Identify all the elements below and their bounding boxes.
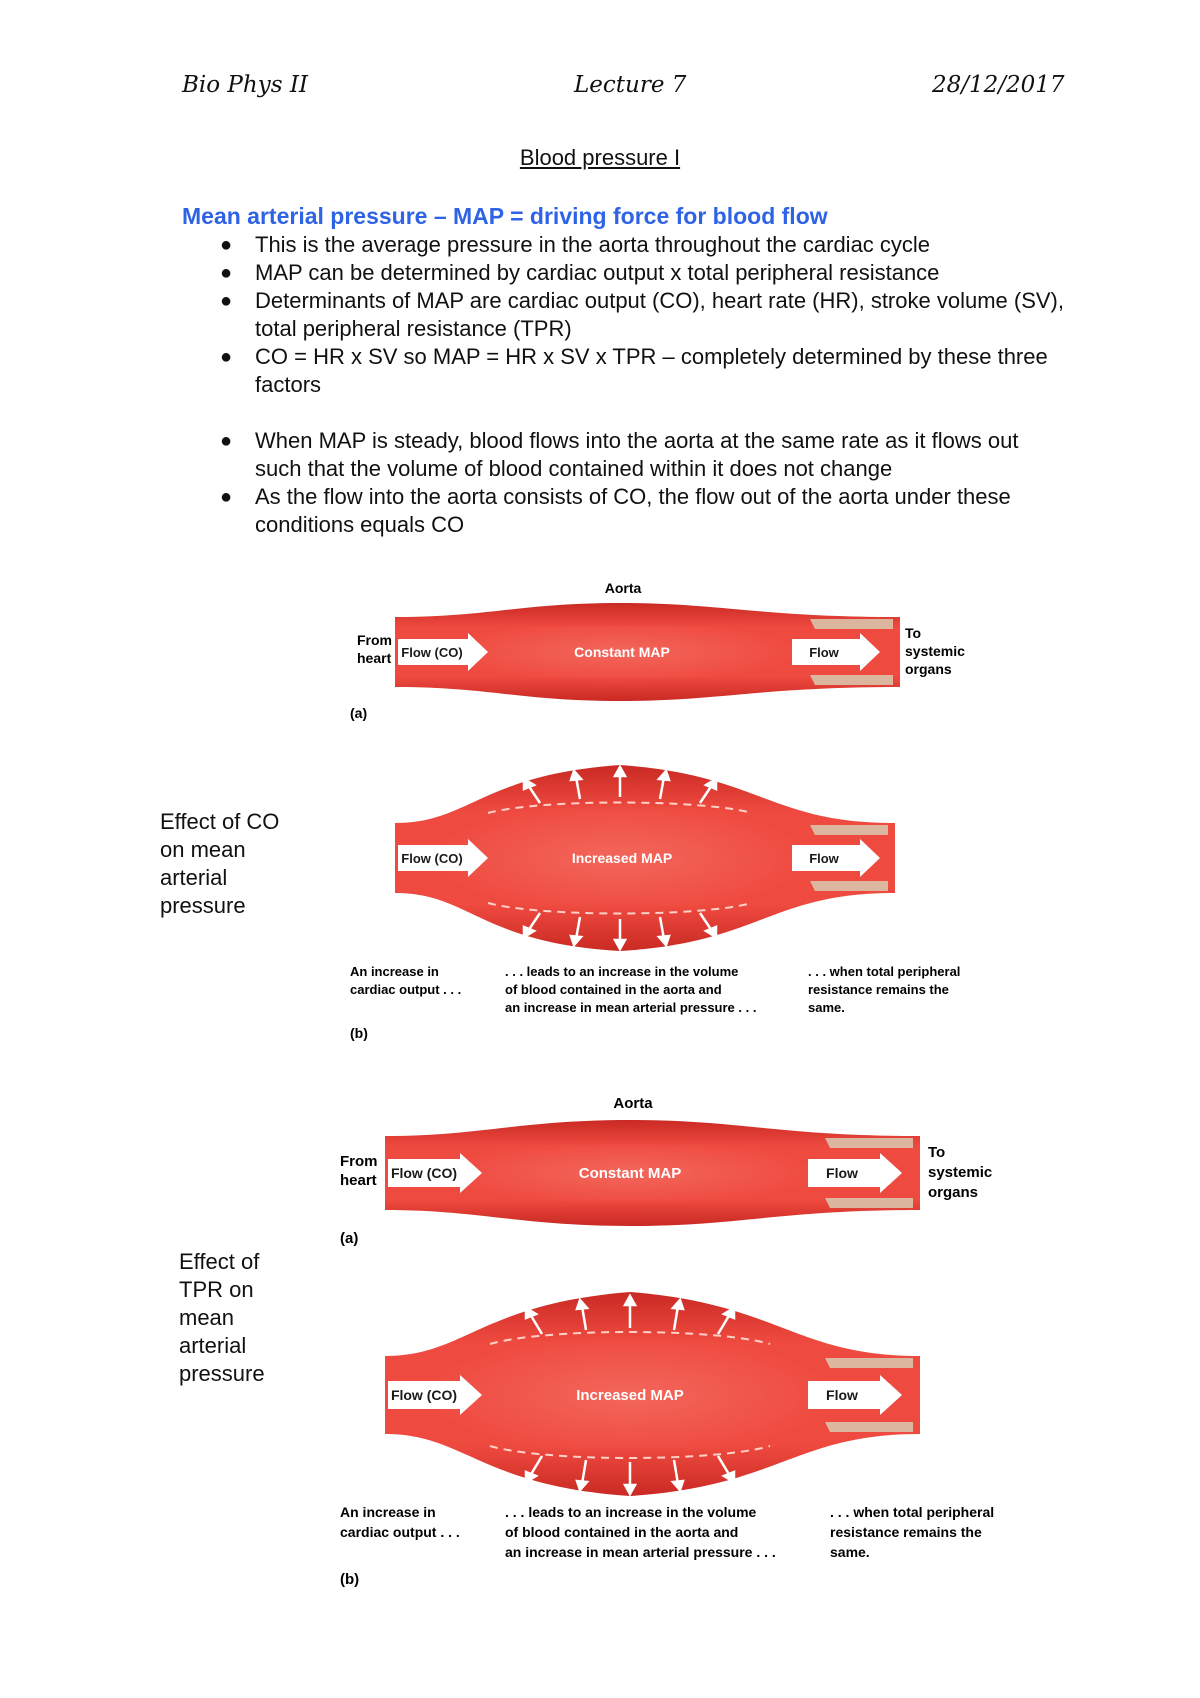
flow-out-label: Flow (809, 645, 839, 660)
caption-1-line-2: cardiac output . . . (350, 982, 462, 997)
svg-text:Constant MAP: Constant MAP (578, 1165, 682, 1182)
svg-text:. . . when total peripheral: . . . when total peripheral (830, 1504, 995, 1520)
figure-constant-map-2 (330, 1090, 1010, 1250)
caption-3-line-3: same. (808, 1000, 845, 1015)
bullet-list-2 (218, 427, 1068, 539)
list-item: ● Determinants of MAP are cardiac output (CO), heart rate (HR), stroke volume (SV), total peripheral resistance (TPR) (220, 288, 1064, 341)
panel-label: (b) (350, 1025, 368, 1041)
course-name: Bio Phys II (182, 72, 308, 98)
svg-text:From: From (340, 1153, 378, 1170)
svg-text:of blood contained in the aort: of blood contained in the aorta and (505, 1524, 739, 1540)
flow-in-label: Flow (CO) (401, 851, 463, 866)
figure-increased-map-1 (340, 755, 1000, 1045)
bullet-list-1 (218, 231, 1068, 399)
svg-text:Increased MAP: Increased MAP (576, 1387, 684, 1404)
center-label: Increased MAP (571, 850, 673, 866)
flow-out-label: Flow (809, 851, 839, 866)
caption-2-line-3: an increase in mean arterial pressure . . . (505, 1000, 757, 1015)
valve-plug-bottom (810, 675, 893, 685)
list-item: ● CO = HR x SV so MAP = HR x SV x TPR – completely determined by these three factors (220, 344, 1048, 397)
section-heading: Mean arterial pressure – MAP = driving force for blood flow (182, 203, 828, 229)
aorta-label: Aorta (604, 580, 642, 596)
svg-text:Flow: Flow (826, 1165, 858, 1181)
caption-2-line-2: of blood contained in the aorta and (505, 982, 722, 997)
caption-1-line-1: An increase in (350, 964, 439, 979)
svg-text:Flow: Flow (826, 1387, 858, 1403)
svg-text:An increase in: An increase in (340, 1504, 436, 1520)
from-label-1: From (357, 632, 392, 648)
svg-text:(b): (b) (340, 1571, 360, 1588)
svg-text:resistance remains the: resistance remains the (830, 1524, 982, 1540)
to-label-3: organs (905, 661, 952, 677)
lecture-date: 28/12/2017 (932, 72, 1065, 98)
list-item: ● This is the average pressure in the aorta throughout the cardiac cycle (220, 232, 931, 257)
svg-text:systemic: systemic (928, 1164, 993, 1181)
svg-text:(a): (a) (340, 1230, 359, 1247)
from-label-2: heart (357, 650, 392, 666)
svg-text:Aorta: Aorta (613, 1095, 653, 1112)
caption-3-line-1: . . . when total peripheral (808, 964, 961, 979)
svg-text:heart: heart (340, 1172, 377, 1189)
svg-text:an increase in mean arterial p: an increase in mean arterial pressure . . . (505, 1544, 776, 1560)
center-label: Constant MAP (574, 644, 670, 660)
svg-text:Flow (CO): Flow (CO) (390, 1165, 458, 1181)
side-label-tpr-effect: Effect of TPR on mean arterial pressure (179, 1249, 265, 1386)
svg-text:. . . leads to an increase in: . . . leads to an increase in the volume (505, 1504, 757, 1520)
flow-in-label: Flow (CO) (401, 645, 463, 660)
svg-text:cardiac output . . .: cardiac output . . . (340, 1524, 460, 1540)
figure-constant-map-1 (340, 575, 980, 725)
to-label-1: To (905, 625, 922, 641)
svg-text:Flow (CO): Flow (CO) (390, 1387, 458, 1403)
side-label-co-effect: Effect of CO on mean arterial pressure (160, 809, 280, 918)
svg-text:same.: same. (830, 1544, 870, 1560)
svg-text:organs: organs (928, 1184, 979, 1201)
to-label-2: systemic (905, 643, 965, 659)
page-title: Blood pressure I (519, 145, 681, 170)
figure-increased-map-2 (330, 1280, 1030, 1590)
list-item: ● When MAP is steady, blood flows into the aorta at the same rate as it flows out such that the volume of blood contained within it does not change (220, 428, 1019, 481)
caption-2-line-1: . . . leads to an increase in the volume (505, 964, 739, 979)
valve-plug-top (810, 619, 893, 629)
list-item: ● MAP can be determined by cardiac output x total peripheral resistance (220, 260, 940, 285)
caption-3-line-2: resistance remains the (808, 982, 949, 997)
panel-label: (a) (350, 705, 368, 721)
svg-text:To: To (928, 1144, 946, 1161)
lecture-number: Lecture 7 (574, 72, 687, 98)
list-item: ● As the flow into the aorta consists of CO, the flow out of the aorta under these conditions equals CO (220, 484, 1011, 537)
